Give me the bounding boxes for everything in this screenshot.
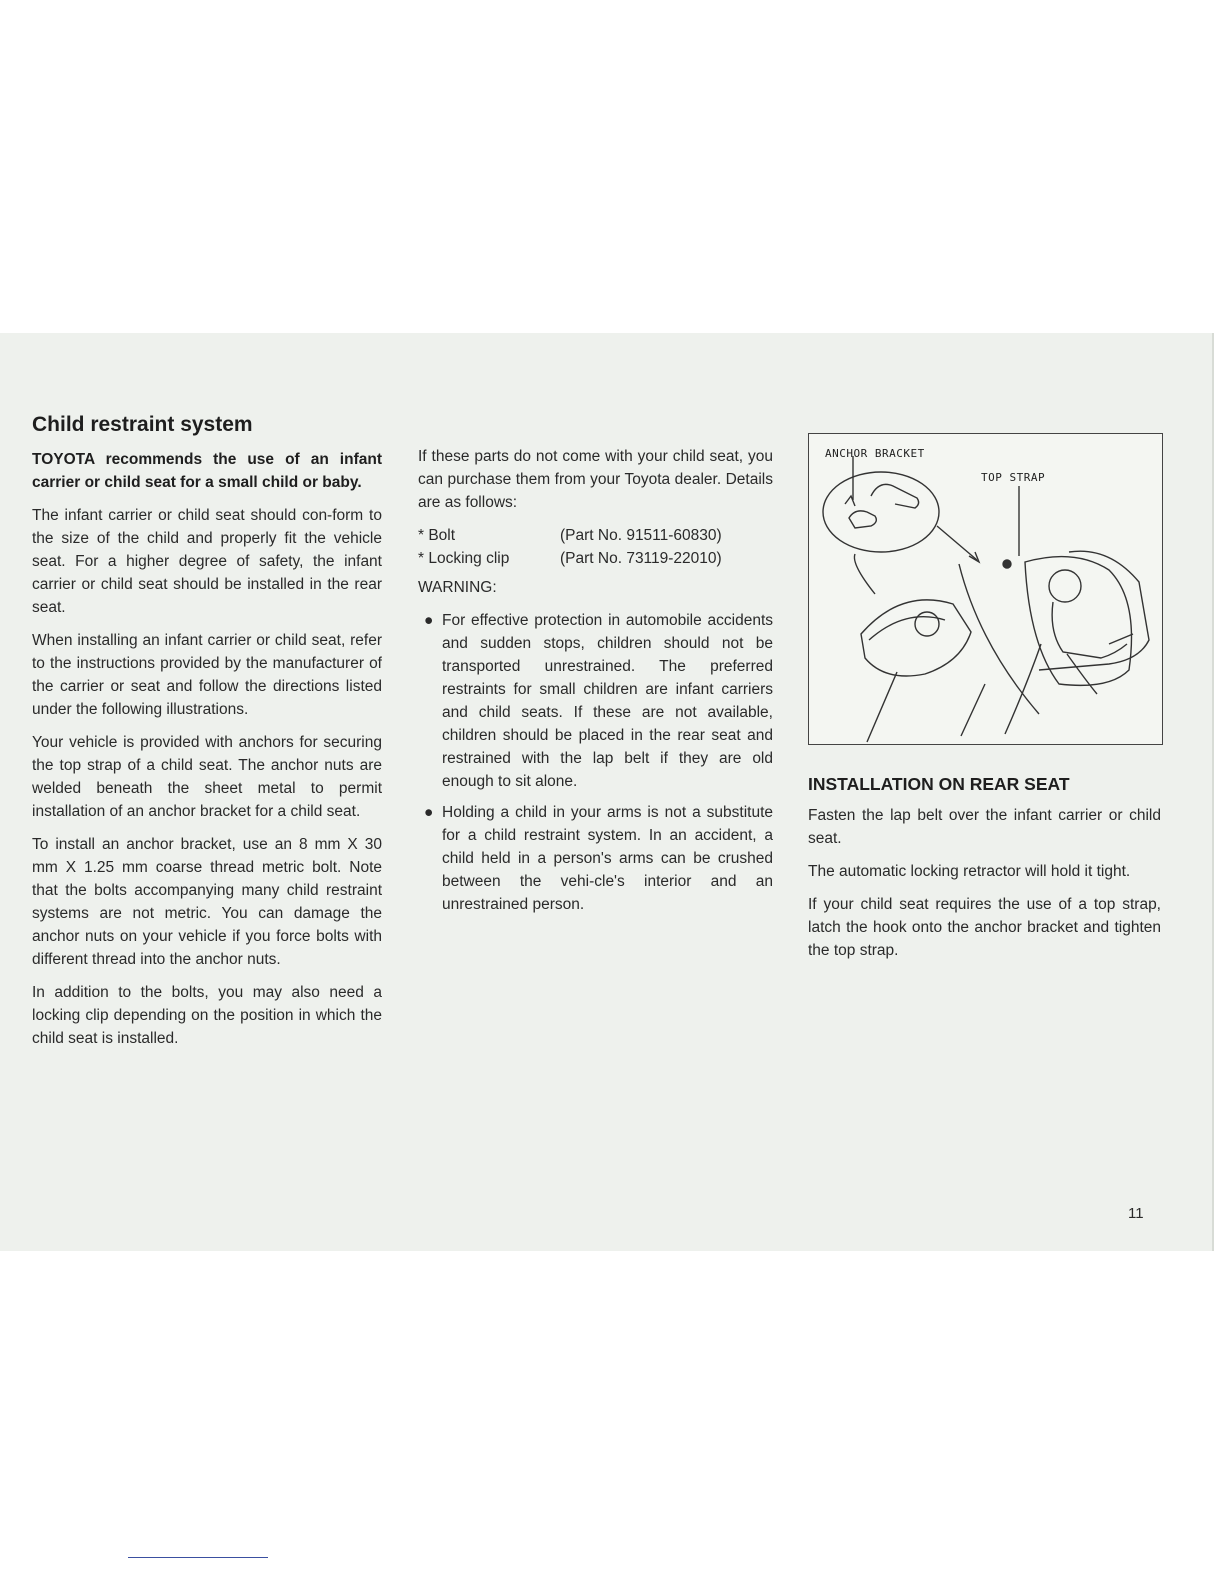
lead-paragraph: TOYOTA recommends the use of an infant carrier or child seat for a small child or baby. bbox=[32, 451, 382, 491]
part-row-locking-clip bbox=[418, 547, 773, 570]
part-row-bolt bbox=[418, 524, 773, 547]
footer-line bbox=[128, 1557, 268, 1558]
paragraph: To install an anchor bracket, use an 8 mm X 30 mm X 1.25 mm coarse thread metric bolt. Note that the bolts accompanying many child restraint systems are not metric. You can damage the anchor nuts on your vehicle if you force bolts with different thread into the anchor nuts. bbox=[32, 836, 382, 968]
seat-drawing-icon bbox=[809, 434, 1162, 744]
warning-label: WARNING: bbox=[418, 579, 497, 596]
paragraph: In addition to the bolts, you may also need a locking clip depending on the position in which the child seat is installed. bbox=[32, 984, 382, 1047]
child-seat-illustration bbox=[808, 433, 1163, 745]
part-number: (Part No. 91511-60830) bbox=[560, 527, 722, 544]
page-title: Child restraint system bbox=[32, 413, 253, 436]
page-number: 11 bbox=[1128, 1205, 1144, 1222]
right-column bbox=[808, 433, 1161, 972]
left-column bbox=[32, 413, 382, 1060]
part-number: (Part No. 73119-22010) bbox=[560, 550, 722, 567]
manual-page bbox=[0, 333, 1214, 1251]
anchor-bracket-label: ANCHOR BRACKET bbox=[825, 447, 925, 460]
paragraph: When installing an infant carrier or child seat, refer to the instructions provided by the manufacturer of the carrier or seat and follow the directions listed under the following illustrations. bbox=[32, 632, 382, 718]
top-strap-label: TOP STRAP bbox=[981, 471, 1046, 484]
section-title: INSTALLATION ON REAR SEAT bbox=[808, 774, 1070, 794]
warning-item bbox=[418, 801, 773, 916]
warning-text: Holding a child in your arms is not a substitute for a child restraint system. In an accident, a child held in a person's arms can be crushed between the vehi-cle's interior and an unrestrained person. bbox=[442, 804, 773, 913]
parts-intro: If these parts do not come with your child seat, you can purchase them from your Toyota dealer. Details are as follows: bbox=[418, 448, 773, 511]
paragraph: Fasten the lap belt over the infant carrier or child seat. bbox=[808, 807, 1161, 847]
bullet-icon: ● bbox=[424, 804, 434, 821]
warning-list bbox=[418, 609, 773, 916]
paragraph: If your child seat requires the use of a top strap, latch the hook onto the anchor bracket and tighten the top strap. bbox=[808, 896, 1161, 959]
warning-text: For effective protection in automobile accidents and sudden stops, children should not be transported unrestrained. The preferred restraints for small children are infant carriers and child seats. If these are not available, children should be placed in the rear seat and restrained with the lap belt if they are old enough to sit alone. bbox=[442, 612, 773, 790]
paragraph: The infant carrier or child seat should con-form to the size of the child and properly fit the vehicle seat. For a higher degree of safety, the infant carrier or child seat should be installed in the rear seat. bbox=[32, 507, 382, 616]
part-name: * Locking clip bbox=[418, 550, 510, 567]
bullet-icon: ● bbox=[424, 612, 434, 629]
paragraph: Your vehicle is provided with anchors for securing the top strap of a child seat. The anchor nuts are welded beneath the sheet metal to permit installation of an anchor bracket for a child seat. bbox=[32, 734, 382, 820]
middle-column bbox=[418, 445, 773, 924]
warning-item bbox=[418, 609, 773, 793]
part-name: * Bolt bbox=[418, 527, 456, 544]
paragraph: The automatic locking retractor will hold it tight. bbox=[808, 863, 1131, 880]
parts-list bbox=[418, 524, 773, 570]
